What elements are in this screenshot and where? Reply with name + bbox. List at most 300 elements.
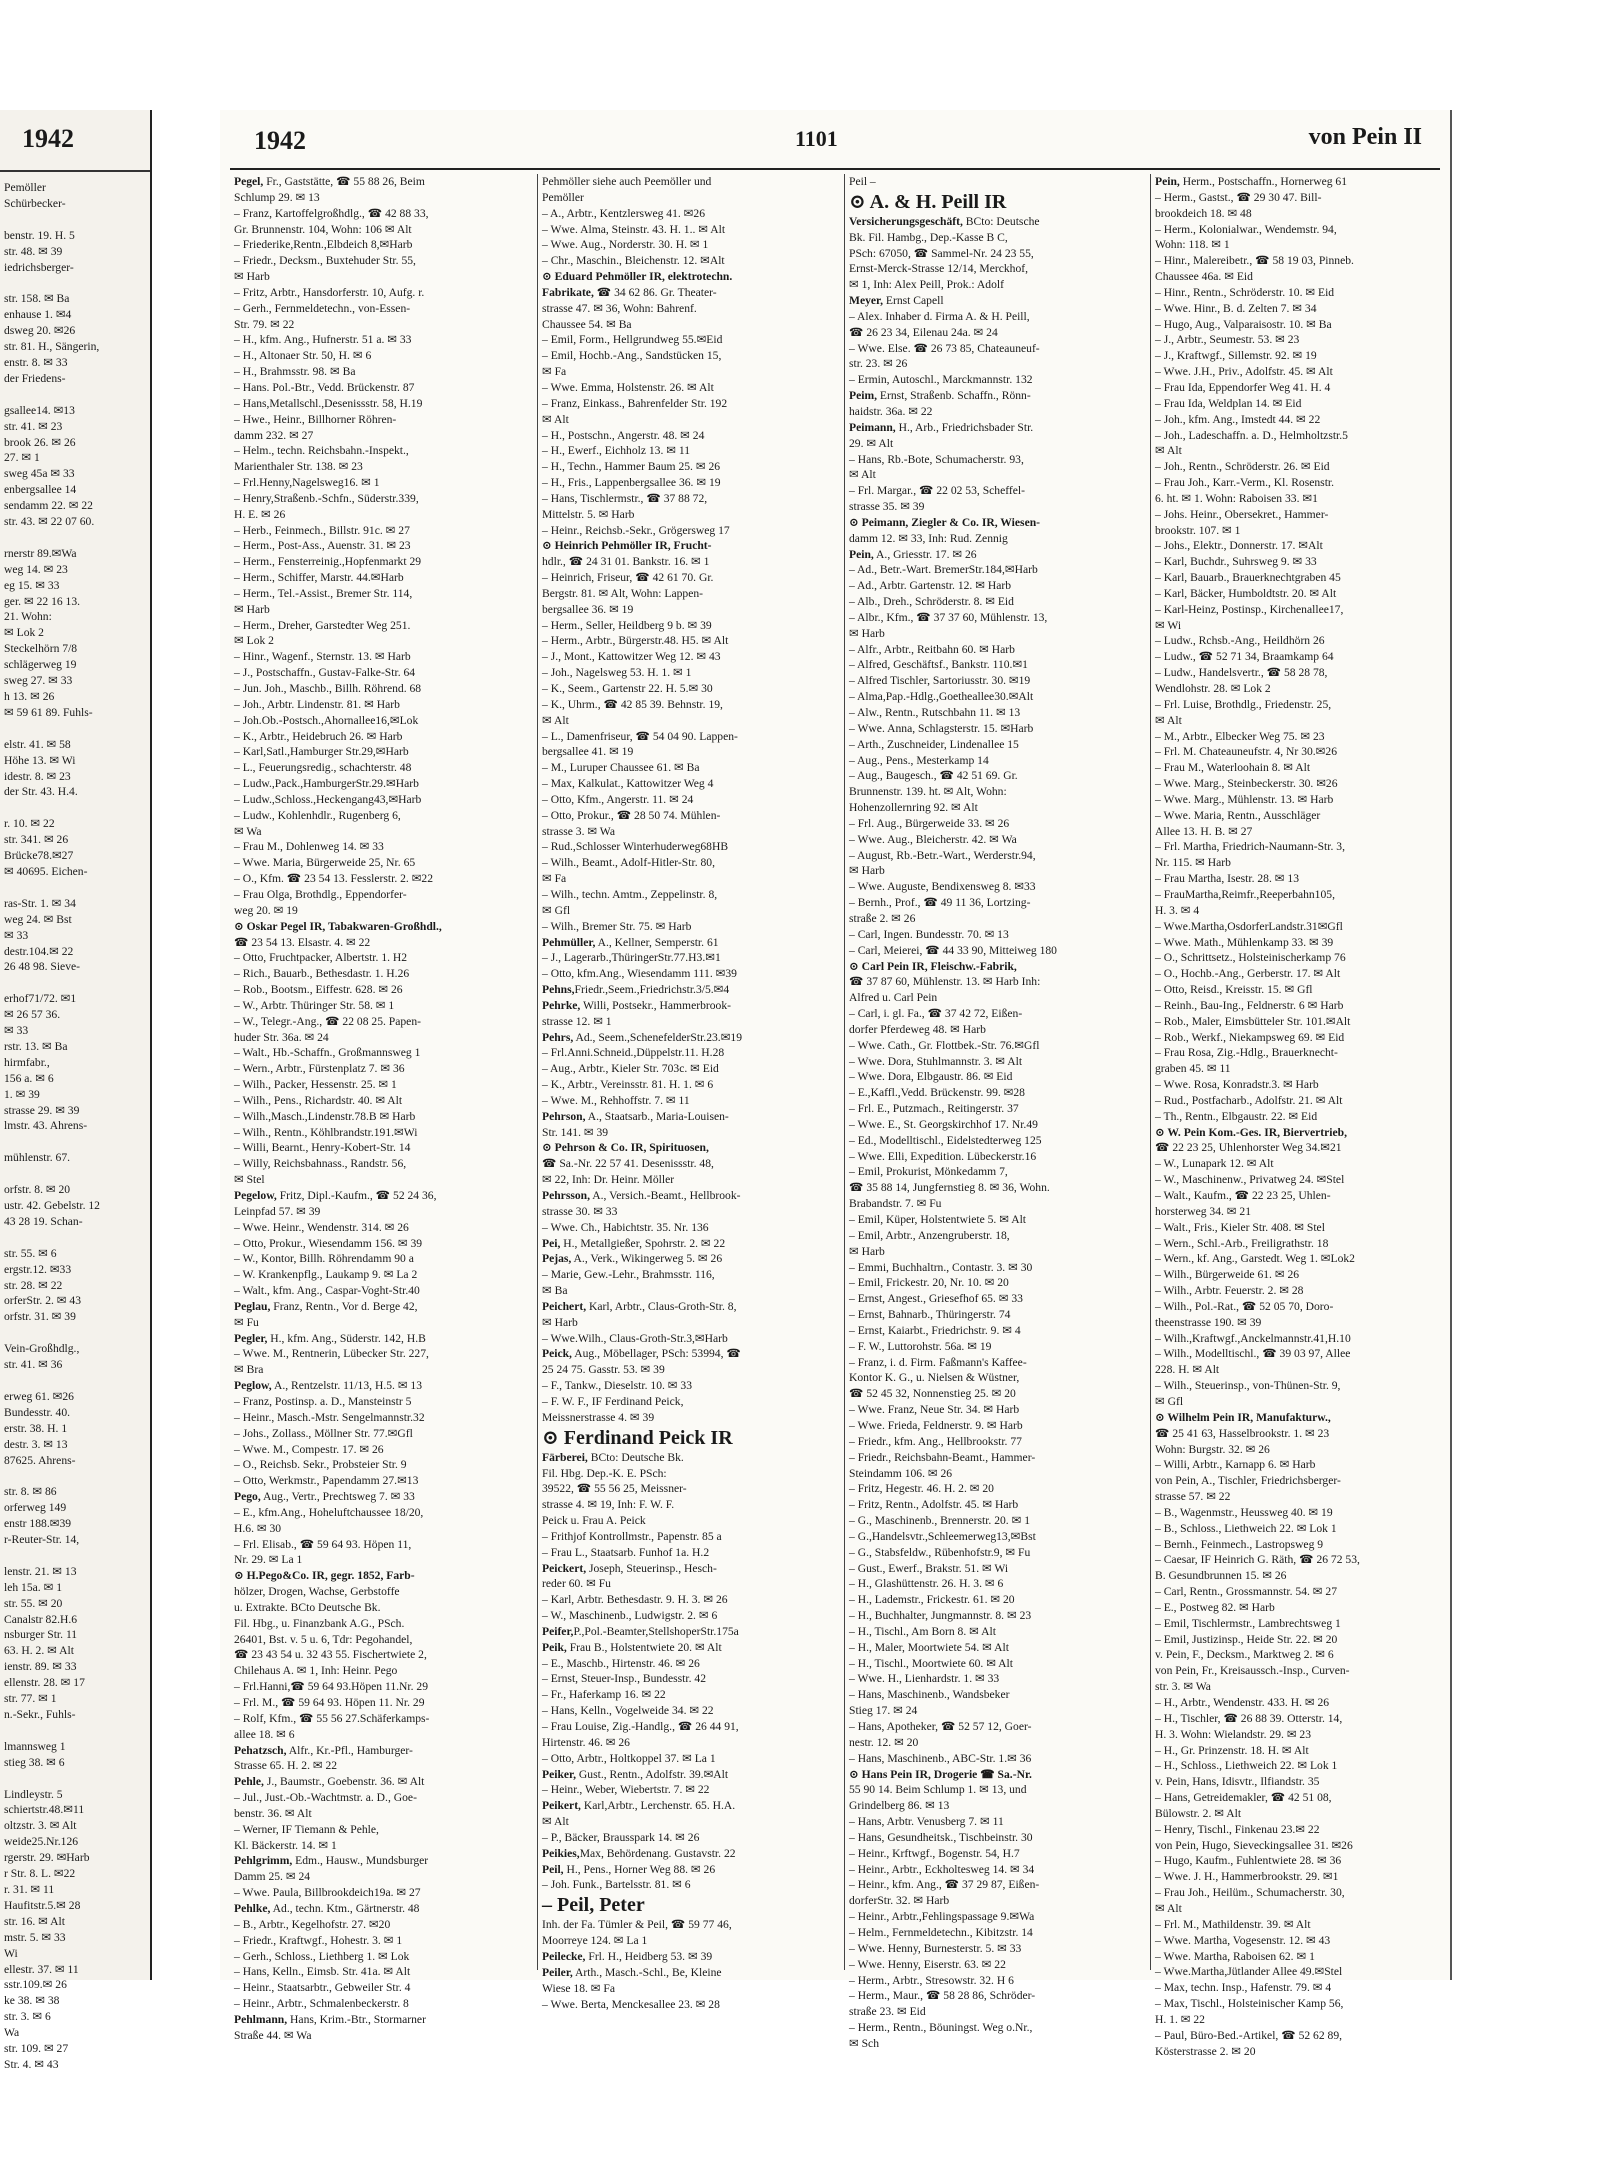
directory-entry-line: – Willi, Bearnt., Henry-Kobert-Str. 14 — [234, 1141, 411, 1155]
directory-entry-line: – Jul., Just.-Ob.-Wachtmstr. a. D., Goe- — [234, 1791, 417, 1805]
directory-entry-line: Chaussee 46a. ✉ Eid — [1155, 270, 1253, 284]
directory-entry-line: – Fritz, Rentn., Adolfstr. 45. ✉ Harb — [849, 1498, 1019, 1512]
directory-entry-line: Strasse 65. H. 2. ✉ 22 — [234, 1759, 338, 1773]
directory-entry-line: – O., Hochb.-Ang., Gerberstr. 17. ✉ Alt — [1155, 967, 1341, 981]
left-page-line: 87625. Ahrens- — [4, 1453, 76, 1467]
directory-entry-line: – Carl, Rentn., Grossmannstr. 54. ✉ 27 — [1155, 1585, 1338, 1599]
left-page-line: der Friedens- — [4, 371, 66, 385]
directory-entry-line: – Wwe.Wilh., Claus-Groth-Str.3,✉Harb — [542, 1331, 728, 1345]
directory-entry-line: – Fr., Haferkamp 16. ✉ 22 — [542, 1688, 666, 1702]
directory-entry-line: – W., Maschinenb., Ludwigstr. 2. ✉ 6 — [542, 1609, 718, 1623]
directory-entry-line: – Helm., techn. Reichsbahn.-Inspekt., — [234, 444, 409, 458]
left-page-line: Schürbecker- — [4, 196, 66, 210]
directory-entry-line: – Rud.,Schlosser Winterhuderweg68HB — [542, 840, 729, 854]
directory-entry-line: Nr. 115. ✉ Harb — [1155, 856, 1231, 870]
directory-entry-line: Pehrsson, A., Versich.-Beamt., Hellbrook- — [542, 1189, 741, 1202]
directory-entry-line: Pehle, J., Baumstr., Goebenstr. 36. ✉ Alt — [234, 1775, 425, 1789]
directory-entry-line: Färberei, BCto: Deutsche Bk. — [542, 1450, 684, 1464]
directory-entry-line: – Ernst, Angest., Griesefhof 65. ✉ 33 — [849, 1292, 1023, 1306]
directory-entry-line: ⊙ W. Pein Kom.-Ges. IR, Biervertrieb, — [1155, 1125, 1347, 1139]
directory-entry-line: – Joh., kfm. Ang., Imstedt 44. ✉ 22 — [1155, 412, 1321, 426]
directory-entry-line: – Wilh., Bürgerweide 61. ✉ 26 — [1155, 1268, 1300, 1282]
directory-entry-line: – Wwe. Heinr., Wendenstr. 314. ✉ 26 — [234, 1220, 409, 1234]
directory-entry-line: ✉ 1, Inh: Alex Peill, Prok.: Adolf — [849, 278, 1004, 292]
directory-entry-line: – Hans, Maschinenb., Wandsbeker — [849, 1688, 1010, 1702]
directory-entry-line: – Heinr., Arbtr., Eckholtesweg 14. ✉ 34 — [849, 1862, 1035, 1876]
directory-entry-line: ⊙ H.Pego&Co. IR, gegr. 1852, Farb- — [234, 1569, 415, 1583]
directory-entry-line: – Frau Olga, Brothdlg., Eppendorfer- — [234, 887, 407, 901]
left-page-line: str. 48. ✉ 39 — [4, 244, 63, 258]
directory-entry-line: – J., Mont., Kattowitzer Weg 12. ✉ 43 — [542, 650, 721, 664]
left-page-line: ergstr.12. ✉33 — [4, 1262, 72, 1276]
directory-entry-line: – Peil, Peter — [542, 1894, 645, 1917]
directory-entry-line: – Wilh., Pens., Richardstr. 40. ✉ Alt — [234, 1093, 403, 1107]
directory-entry-line: – Wwe. Math., Mühlenkamp 33. ✉ 39 — [1155, 935, 1334, 949]
left-page-line: Steckelhörn 7/8 — [4, 642, 78, 656]
directory-entry-line: – Wwe. H., Lienhardstr. 1. ✉ 33 — [849, 1672, 1000, 1686]
directory-entry-line: – Wilh., Pol.-Rat., ☎ 52 05 70, Doro- — [1155, 1299, 1334, 1313]
directory-entry-line: – Karl, Bauarb., Brauerknechtgraben 45 — [1155, 571, 1341, 585]
directory-entry-line: – Wwe. Berta, Menckesallee 23. ✉ 28 — [542, 1997, 720, 2011]
left-page-line: Bundesstr. 40. — [4, 1405, 71, 1419]
entry-surname: Peichert, — [542, 1299, 587, 1313]
directory-entry-line: Peik, Frau B., Holstentwiete 20. ✉ Alt — [542, 1640, 722, 1654]
directory-entry-line: – Frl.Anni.Schneid.,Düppelstr.11. H.28 — [542, 1046, 725, 1060]
left-page-line: ellenstr. 28. ✉ 17 — [4, 1676, 85, 1690]
directory-entry-line: – L., Feuerungsredig., schachterstr. 48 — [234, 761, 412, 775]
directory-entry-line: – W., Kontor, Billh. Röhrendamm 90 a — [234, 1252, 414, 1266]
directory-entry-line: – Emil, Frickestr. 20, Nr. 10. ✉ 20 — [849, 1276, 1009, 1290]
directory-entry-line: Moorreye 124. ✉ La 1 — [542, 1934, 648, 1948]
directory-entry-line: – Frau L., Staatsarb. Funhof 1a. H.2 — [542, 1545, 710, 1559]
directory-entry-line: – Wilh., Steuerinsp., von-Thünen-Str. 9, — [1155, 1379, 1341, 1393]
directory-entry-line: – Heinr., Krftwgf., Bogenstr. 54, H.7 — [849, 1846, 1020, 1860]
directory-entry-line: – Franz, Postinsp. a. D., Mansteinstr 5 — [234, 1394, 412, 1408]
entry-surname: Pehlke, — [234, 1901, 271, 1915]
left-page-line: ✉ 33 — [4, 1024, 29, 1038]
page-header — [230, 116, 1440, 156]
directory-entry-line: – K., Arbtr., Heidebruch 26. ✉ Harb — [234, 729, 403, 743]
left-page-line: enbergsallee 14 — [4, 483, 77, 497]
directory-entry-line: – P., Bäcker, Brausspark 14. ✉ 26 — [542, 1830, 700, 1844]
directory-entry-line: – Wwe. Dora, Elbgaustr. 86. ✉ Eid — [849, 1070, 1013, 1084]
directory-entry-line: Inh. der Fa. Tümler & Peil, ☎ 59 77 46, — [542, 1918, 732, 1932]
directory-entry-line: – Wwe. Emma, Holstenstr. 26. ✉ Alt — [542, 380, 714, 394]
directory-entry-line: – Walt., Kaufm., ☎ 22 23 25, Uhlen- — [1155, 1189, 1331, 1202]
directory-entry-line: bergsallee 41. ✉ 19 — [542, 745, 634, 759]
left-page-line: erweg 61. ✉26 — [4, 1389, 74, 1403]
left-page-line: str. 8. ✉ 86 — [4, 1485, 57, 1499]
directory-entry-line: – Wilh., Modelltischl., ☎ 39 03 97, Allee — [1155, 1347, 1351, 1361]
directory-entry-line: ☎ 35 88 14, Jungfernstieg 8. ✉ 36, Wohn. — [849, 1181, 1050, 1195]
directory-entry-line: Wohn: 118. ✉ 1 — [1155, 238, 1230, 252]
directory-entry-line: – Th., Rentn., Elbgaustr. 22. ✉ Eid — [1155, 1109, 1318, 1123]
directory-entry-line: – A., Arbtr., Kentzlersweg 41. ✉26 — [542, 206, 705, 220]
left-page-line: sweg 27. ✉ 33 — [4, 674, 73, 688]
directory-entry-line: Peick u. Frau A. Peick — [542, 1514, 646, 1528]
directory-entry-line: – Frau Louise, Zig.-Handlg., ☎ 26 44 91, — [542, 1720, 739, 1733]
directory-entry-line: – Carl, Meierei, ☎ 44 33 90, Mitteiweg 180 — [849, 943, 1057, 957]
directory-entry-line: – Ludw., Kohlenhdlr., Rugenberg 6, — [234, 808, 401, 822]
directory-entry-line: – Willi, Arbtr., Karnapp 6. ✉ Harb — [1155, 1458, 1316, 1472]
directory-entry-line: strasse 57. ✉ 22 — [1155, 1490, 1231, 1504]
directory-entry-line: – Ad., Arbtr. Gartenstr. 12. ✉ Harb — [849, 579, 1012, 593]
directory-entry-line: ⊙ Oskar Pegel IR, Tabakwaren-Großhdl., — [234, 919, 442, 933]
directory-entry-line: – E., Maschb., Hirtenstr. 46. ✉ 26 — [542, 1656, 700, 1670]
directory-entry-line: Hohenzollernring 92. ✉ Alt — [849, 801, 978, 815]
directory-entry-line: ☎ 23 54 13. Elsastr. 4. ✉ 22 — [234, 935, 371, 949]
left-page-line: orferStr. 2. ✉ 43 — [4, 1294, 82, 1308]
left-page-line: destr.104.✉ 22 — [4, 944, 74, 958]
directory-entry-line: B. Gesundbrunnen 15. ✉ 26 — [1155, 1569, 1287, 1583]
directory-entry-line: – B., Schloss., Liethweich 22. ✉ Lok 1 — [1155, 1521, 1337, 1535]
directory-entry-line: ✉ Alt — [1155, 444, 1182, 458]
directory-entry-line: – Frithjof Kontrollmstr., Papenstr. 85 a — [542, 1529, 722, 1543]
directory-entry-line: Fabrikate, ☎ 34 62 86. Gr. Theater- — [542, 285, 717, 299]
directory-entry-line: ✉ Fu — [234, 1315, 259, 1329]
directory-entry-line: – Hans, Tischlermstr., ☎ 37 88 72, — [542, 491, 708, 505]
left-page-line: benstr. 19. H. 5 — [4, 228, 75, 242]
directory-entry-line: ✉ Lok 2 — [234, 634, 274, 648]
left-page-line: str. 55. ✉ 20 — [4, 1596, 63, 1610]
directory-entry-line: – Friedr., kfm. Ang., Hellbrookstr. 77 — [849, 1434, 1022, 1448]
directory-entry-line: – Wwe. M., Rentnerin, Lübecker Str. 227, — [234, 1347, 429, 1361]
directory-entry-line: ✉ Alt — [542, 1815, 569, 1829]
directory-column-3 — [849, 174, 1146, 2052]
directory-entry-line: – Wwe. Aug., Bleicherstr. 42. ✉ Wa — [849, 832, 1017, 846]
page-number: 1101 — [795, 126, 838, 151]
entry-surname: Pehlgrimm, — [234, 1854, 293, 1868]
left-page-line: ✉ 26 57 36. — [4, 1008, 61, 1022]
directory-entry-line: – K., Uhrm., ☎ 42 85 39. Behnstr. 19, — [542, 697, 723, 711]
directory-entry-line: – Wwe. Aug., Norderstr. 30. H. ✉ 1 — [542, 238, 709, 252]
directory-entry-line: – Wwe. M., Rehhoffstr. 7. ✉ 11 — [542, 1093, 690, 1107]
left-page-line: enstr. 8. ✉ 33 — [4, 355, 68, 369]
directory-entry-line: – Wilh., Rentn., Köhlbrandstr.191.✉Wi — [234, 1125, 418, 1139]
directory-entry-line: ✉ Fa — [542, 365, 567, 379]
directory-entry-line: – Friedr., Decksm., Buxtehuder Str. 55, — [234, 254, 416, 268]
directory-entry-line: – Ernst, Kaiarbt., Friedrichstr. 9. ✉ 4 — [849, 1323, 1021, 1337]
directory-entry-line: – Frau Ida, Weldplan 14. ✉ Eid — [1155, 396, 1302, 410]
left-page-line: rgerstr. 29. ✉Harb — [4, 1851, 90, 1865]
directory-entry-line: ✉ Alt — [849, 468, 876, 482]
directory-entry-line: ☎ 22 23 25, Uhlenhorster Weg 34.✉21 — [1155, 1141, 1342, 1155]
entry-surname: Pejas, — [542, 1252, 572, 1266]
directory-entry-line: – Ad., Betr.-Wart. BremerStr.184,✉Harb — [849, 563, 1038, 577]
directory-entry-line: Leinpfad 57. ✉ 39 — [234, 1204, 321, 1218]
left-page-line: lmannsweg 1 — [4, 1739, 66, 1753]
entry-surname: Peiler, — [542, 1965, 573, 1979]
directory-entry-line: – Franz, i. d. Firm. Faßmann's Kaffee- — [849, 1355, 1027, 1369]
entry-surname: Pegelow, — [234, 1189, 277, 1202]
directory-entry-line: – Ludw., Rchsb.-Ang., Heildhörn 26 — [1155, 634, 1325, 648]
directory-entry-line: ☎ 37 87 60, Mühlenstr. 13. ✉ Harb Inh: — [849, 975, 1041, 989]
directory-entry-line: – W., Lunapark 12. ✉ Alt — [1155, 1157, 1274, 1171]
directory-entry-line: – Wwe. Henny, Eiserstr. 63. ✉ 22 — [849, 1957, 1006, 1971]
left-page-line: rstr. 13. ✉ Ba — [4, 1039, 68, 1053]
directory-entry-line: Steindamm 106. ✉ 26 — [849, 1466, 953, 1480]
directory-entry-line: – Hans. Pol.-Btr., Vedd. Brückenstr. 87 — [234, 380, 415, 394]
directory-entry-line: – Willy, Reichsbahnass., Randstr. 56, — [234, 1157, 407, 1171]
directory-entry-line: – J., Kraftwgf., Sillemstr. 92. ✉ 19 — [1155, 349, 1317, 363]
directory-entry-line: – Herm., Dreher, Garstedter Weg 251. — [234, 618, 411, 632]
directory-entry-line: – Heinr., Staatsarbtr., Gebweiler Str. 4 — [234, 1981, 411, 1995]
directory-entry-line: – Gerh., Fernmeldetechn., von-Essen- — [234, 301, 411, 315]
left-page-line: sendamm 22. ✉ 22 — [4, 499, 93, 513]
directory-entry-line: Wendlohstr. 28. ✉ Lok 2 — [1155, 682, 1271, 695]
directory-entry-line: – Rob., Maler, Eimsbütteler Str. 101.✉Alt — [1155, 1014, 1351, 1028]
directory-entry-line: Peiler, Arth., Masch.-Schl., Be, Kleine — [542, 1965, 722, 1979]
directory-entry-line: – Frl. Martha, Friedrich-Naumann-Str. 3, — [1155, 840, 1345, 854]
directory-entry-line: brookstr. 107. ✉ 1 — [1155, 523, 1241, 537]
directory-entry-line: ✉ Harb — [849, 1244, 885, 1258]
directory-entry-line: 6. ht. ✉ 1. Wohn: Raboisen 33. ✉1 — [1155, 491, 1318, 505]
left-page-line: Wi — [4, 1946, 18, 1960]
directory-entry-line: Versicherungsgeschäft, BCto: Deutsche — [849, 214, 1040, 228]
left-page-line: mühlenstr. 67. — [4, 1151, 71, 1165]
directory-entry-line: – Alw., Rentn., Rutschbahn 11. ✉ 13 — [849, 706, 1021, 719]
directory-entry-line: – Heinrich, Friseur, ☎ 42 61 70. Gr. — [542, 571, 714, 585]
directory-entry-line: – Herm., Rentn., Böuningst. Weg o.Nr., — [849, 2021, 1033, 2035]
directory-entry-line: – Wwe. Martha, Vogesenstr. 12. ✉ 43 — [1155, 1933, 1331, 1947]
directory-entry-line: – Wwe. Elli, Expedition. Lübeckerstr.16 — [849, 1149, 1037, 1163]
left-page-line: hirmfabr., — [4, 1055, 50, 1069]
entry-surname: Pehatzsch, — [234, 1743, 287, 1757]
directory-entry-line: – Ludw., Handelsvertr., ☎ 58 28 78, — [1155, 666, 1328, 680]
left-page-line: idestr. 8. ✉ 23 — [4, 769, 71, 783]
directory-entry-line: – Carl, Ingen. Bundesstr. 70. ✉ 13 — [849, 927, 1009, 941]
entry-surname: Pehlmann, — [234, 2012, 288, 2026]
left-page-line: ✉ 33 — [4, 928, 29, 942]
column-divider — [844, 174, 845, 1970]
directory-entry-line: – L., Damenfriseur, ☎ 54 04 90. Lappen- — [542, 729, 738, 743]
left-page-line: r. 31. ✉ 11 — [4, 1882, 55, 1896]
directory-entry-line: ✉ Harb — [542, 1315, 578, 1329]
left-page-line — [4, 212, 146, 228]
directory-entry-line: – Wwe. Frieda, Feldnerstr. 9. ✉ Harb — [849, 1418, 1023, 1432]
directory-entry-line: H. 3. Wohn: Wielandstr. 29. ✉ 23 — [1155, 1727, 1312, 1741]
directory-entry-line: – Helm., Fernmeldetechn., Kibitzstr. 14 — [849, 1925, 1033, 1939]
directory-entry-line: – Hans,Metallschl.,Desenissstr. 58, H.19 — [234, 396, 423, 410]
entry-surname: Peiker, — [542, 1767, 577, 1781]
directory-entry-line: – Wilh., Bremer Str. 75. ✉ Harb — [542, 919, 692, 933]
left-page-line: schlägerweg 19 — [4, 658, 77, 672]
left-page-line: str. 16. ✉ Alt — [4, 1914, 65, 1928]
directory-entry-line: – Wilh., Arbtr. Feuerstr. 2. ✉ 28 — [1155, 1284, 1304, 1298]
directory-entry-line: – Wern., kf. Ang., Garstedt. Weg 1. ✉Lok2 — [1155, 1252, 1355, 1266]
directory-entry-line: – August, Rb.-Betr.-Wart., Werderstr.94, — [849, 848, 1036, 862]
directory-entry-line: H. 1. ✉ 22 — [1155, 2012, 1205, 2026]
directory-entry-line: Ernst-Merck-Strasse 12/14, Merckhof, — [849, 262, 1029, 276]
left-page-line: schiertstr.48.✉11 — [4, 1803, 85, 1817]
directory-entry-line: – H., Tischl., Am Born 8. ✉ Alt — [849, 1624, 996, 1638]
directory-entry-line: Straße 44. ✉ Wa — [234, 2028, 312, 2042]
directory-entry-line: benstr. 36. ✉ Alt — [234, 1806, 312, 1820]
entry-surname: Peifer, — [542, 1624, 574, 1638]
left-page-line — [4, 1468, 146, 1484]
directory-entry-line: – Walt., Hb.-Schaffn., Großmannsweg 1 — [234, 1046, 421, 1060]
left-page-line: Haufitstr.5.✉ 28 — [4, 1898, 81, 1912]
directory-entry-line: – Fritz, Hegestr. 46. H. 2. ✉ 20 — [849, 1482, 994, 1496]
directory-entry-line: – Rob., Bootsm., Eiffestr. 628. ✉ 26 — [234, 983, 403, 997]
directory-entry-line: – Henry, Tischl., Finkenau 23.✉ 22 — [1155, 1822, 1320, 1836]
directory-entry-line: – Herm., Seller, Heildberg 9 b. ✉ 39 — [542, 618, 712, 632]
directory-entry-line: ✉ Stel — [234, 1173, 265, 1187]
directory-entry-line: – F., Tankw., Dieselstr. 10. ✉ 33 — [542, 1379, 692, 1393]
left-page-line: dsweg 20. ✉26 — [4, 324, 76, 338]
left-page-line: oltzstr. 3. ✉ Alt — [4, 1819, 77, 1833]
directory-entry-line: bergsallee 36. ✉ 19 — [542, 602, 634, 616]
directory-entry-line: – Emil, Justizinsp., Heide Str. 22. ✉ 20 — [1155, 1632, 1338, 1646]
directory-entry-line: – Herm., Tel.-Assist., Bremer Str. 114, — [234, 586, 413, 600]
directory-entry-line: Kösterstrasse 2. ✉ 20 — [1155, 2044, 1256, 2058]
directory-entry-line: Peimann, H., Arb., Friedrichsbader Str. — [849, 420, 1034, 434]
directory-entry-line: ⊙ Carl Pein IR, Fleischw.-Fabrik, — [849, 959, 1017, 973]
left-page-line: 21. Wohn: — [4, 610, 52, 624]
directory-entry-line: – Friederike,Rentn.,Elbdeich 8,✉Harb — [234, 238, 413, 252]
directory-entry-line: ✉ Harb — [234, 602, 270, 616]
entry-surname: Pehmüller, — [542, 935, 596, 949]
directory-entry-line: – Wwe. Maria, Rentn., Ausschläger — [1155, 808, 1321, 822]
directory-entry-line: dorferStr. 32. ✉ Harb — [849, 1894, 950, 1908]
directory-entry-line: – Bernh., Feinmech., Lastropsweg 9 — [1155, 1537, 1324, 1551]
left-page-line — [4, 1548, 146, 1564]
directory-entry-line: ✉ Alt — [1155, 713, 1182, 727]
entry-range: von Pein II — [1308, 124, 1422, 150]
entry-surname: Peglow, — [234, 1379, 272, 1393]
directory-entry-line: – Frl. Aug., Bürgerweide 33. ✉ 26 — [849, 816, 1010, 830]
directory-entry-line: – Gust., Ewerf., Brakstr. 51. ✉ Wi — [849, 1561, 1009, 1575]
left-page-line — [4, 800, 146, 816]
directory-entry-line: – H., Altonaer Str. 50, H. ✉ 6 — [234, 349, 372, 363]
left-page-line: rnerstr 89.✉Wa — [4, 546, 77, 560]
entry-surname: Peimann, — [849, 420, 896, 434]
entry-surname: Peickert, — [542, 1561, 587, 1575]
directory-entry-line: Stieg 17. ✉ 24 — [849, 1704, 918, 1718]
left-page-line: ellestr. 37. ✉ 11 — [4, 1962, 79, 1976]
directory-entry-line: Pegler, H., kfm. Ang., Süderstr. 142, H.B — [234, 1331, 426, 1345]
left-page-line: brook 26. ✉ 26 — [4, 435, 76, 449]
left-page-line — [4, 1373, 146, 1389]
directory-entry-line: Bülowstr. 2. ✉ Alt — [1155, 1806, 1242, 1820]
directory-entry-line: Schlump 29. ✉ 13 — [234, 190, 320, 204]
directory-column-4 — [1155, 174, 1452, 2059]
left-page-line: ✉ 40695. Eichen- — [4, 864, 88, 878]
column-divider — [1150, 174, 1151, 1970]
left-page-line — [4, 1134, 146, 1150]
left-page-line — [4, 975, 146, 991]
directory-entry-line: – Emmi, Buchhaltrn., Contastr. 3. ✉ 30 — [849, 1260, 1033, 1274]
directory-entry-line: – W., Telegr.-Ang., ☎ 22 08 25. Papen- — [234, 1014, 421, 1028]
directory-entry-line: – Hans, Rb.-Bote, Schumacherstr. 93, — [849, 452, 1024, 466]
directory-entry-line: – Wwe. J.H., Priv., Adolfstr. 45. ✉ Alt — [1155, 365, 1333, 379]
directory-entry-line: – Wilh., techn. Amtm., Zeppelinstr. 8, — [542, 887, 718, 901]
directory-entry-line: – H., Brahmsstr. 98. ✉ Ba — [234, 365, 356, 379]
directory-entry-line: – Wwe.Martha,Jütlander Allee 49.✉Stel — [1155, 1965, 1343, 1979]
directory-entry-line: – Max, Kalkulat., Kattowitzer Weg 4 — [542, 777, 714, 791]
directory-entry-line: – Ermin, Autoschl., Marckmannstr. 132 — [849, 373, 1033, 387]
directory-entry-line: Nr. 29. ✉ La 1 — [234, 1553, 303, 1567]
directory-entry-line: – Wwe.Martha,OsdorferLandstr.31✉Gfl — [1155, 919, 1343, 933]
directory-entry-line: haidstr. 36a. ✉ 22 — [849, 404, 933, 418]
directory-entry-line: Peick, Aug., Möbellager, PSch: 53994, ☎ — [542, 1347, 741, 1361]
directory-entry-line: straße 23. ✉ Eid — [849, 2005, 926, 2019]
directory-entry-line: – Emil, Hochb.-Ang., Sandstücken 15, — [542, 349, 722, 363]
directory-entry-line: Pein, A., Griesstr. 17. ✉ 26 — [849, 547, 977, 561]
entry-surname: Pehrke, — [542, 998, 581, 1012]
directory-entry-line: – Rud., Postfacharb., Adolfstr. 21. ✉ Alt — [1155, 1093, 1343, 1107]
directory-entry-line: Chaussee 54. ✉ Ba — [542, 317, 632, 331]
directory-entry-line: – Herm., Post-Ass., Auenstr. 31. ✉ 23 — [234, 539, 411, 553]
directory-entry-line: – Friedr., Reichsbahn-Beamt., Hammer- — [849, 1450, 1036, 1464]
directory-entry-line: Pehrke, Willi, Postsekr., Hammerbrook- — [542, 998, 731, 1012]
entry-surname: Pehrson, — [542, 1109, 586, 1123]
directory-entry-line: – G., Stabsfeldw., Rübenhofstr.9, ✉ Fu — [849, 1545, 1031, 1559]
directory-entry-line: 55 90 14. Beim Schlump 1. ✉ 13, und — [849, 1783, 1027, 1797]
directory-entry-line: – Hans, Kelln., Eimsb. Str. 41a. ✉ Alt — [234, 1965, 411, 1979]
directory-entry-line: Peilecke, Frl. H., Heidberg 53. ✉ 39 — [542, 1949, 713, 1963]
directory-entry-line: Gr. Brunnenstr. 104, Wohn: 106 ✉ Alt — [234, 222, 412, 236]
left-page-line: erhof71/72. ✉1 — [4, 992, 77, 1006]
directory-entry-line: Brunnenstr. 139. ht. ✉ Alt, Wohn: — [849, 785, 1007, 799]
directory-entry-line: – Franz, Kartoffelgroßhdlg., ☎ 42 88 33, — [234, 206, 429, 220]
directory-entry-line: – Frl. E., Putzmach., Reitingerstr. 37 — [849, 1102, 1019, 1116]
directory-entry-line: Wiese 18. ✉ Fa — [542, 1981, 615, 1995]
left-page-line: ger. ✉ 22 16 13. — [4, 594, 81, 608]
directory-entry-line: ☎ 26 23 34, Eilenau 24a. ✉ 24 — [849, 325, 998, 339]
directory-entry-line: – M., Luruper Chaussee 61. ✉ Ba — [542, 761, 700, 775]
left-page-line: str. 41. ✉ 23 — [4, 419, 63, 433]
directory-entry-line: Kl. Bäckerstr. 14. ✉ 1 — [234, 1838, 337, 1852]
directory-entry-line: Bergstr. 81. ✉ Alt, Wohn: Lappen- — [542, 586, 703, 600]
directory-entry-line: – Wwe. Maria, Bürgerweide 25, Nr. 65 — [234, 856, 416, 870]
directory-entry-line: Pehrson, A., Staatsarb., Maria-Louisen- — [542, 1109, 729, 1123]
directory-entry-line: – Herm., Arbtr., Bürgerstr.48. H5. ✉ Alt — [542, 634, 729, 648]
directory-entry-line: – Joh., Nagelsweg 53. H. 1. ✉ 1 — [542, 666, 692, 680]
directory-entry-line: – Friedr., Kraftwgf., Hohestr. 3. ✉ 1 — [234, 1933, 403, 1947]
directory-entry-line: – Karl, Arbtr. Bethesdastr. 9. H. 3. ✉ 26 — [542, 1593, 728, 1607]
directory-entry-line: Peiker, Gust., Rentn., Adolfstr. 39.✉Alt — [542, 1767, 729, 1781]
directory-entry-line: Pego, Aug., Vertr., Prechtsweg 7. ✉ 33 — [234, 1490, 415, 1504]
directory-entry-line: ⊙ Heinrich Pehmöller IR, Frucht- — [542, 539, 712, 553]
directory-entry-line: ✉ Harb — [849, 864, 885, 878]
directory-entry-line: 228. H. ✉ Alt — [1155, 1363, 1220, 1377]
directory-entry-line: weg 20. ✉ 19 — [234, 903, 298, 917]
left-page-line: Brücke78.✉27 — [4, 849, 74, 863]
directory-entry-line: – M., Arbtr., Elbecker Weg 75. ✉ 23 — [1155, 729, 1325, 743]
directory-entry-line: ✉ Wi — [1155, 618, 1182, 632]
directory-entry-line: – Otto, Reisd., Kreisstr. 15. ✉ Gfl — [1155, 983, 1313, 997]
directory-entry-line: – Wwe. Dora, Stuhlmannstr. 3. ✉ Alt — [849, 1054, 1023, 1068]
entry-surname: Pein, — [849, 547, 874, 561]
directory-entry-line: Brabandstr. 7. ✉ Fu — [849, 1197, 942, 1211]
directory-entry-line: Peikies,Max, Behördenang. Gustavstr. 22 — [542, 1846, 736, 1860]
left-page-line — [4, 530, 146, 546]
directory-entry-line: Pehns,Friedr.,Seem.,Friedrichstr.3/5.✉4 — [542, 983, 730, 997]
entry-surname: Versicherungsgeschäft, — [849, 214, 963, 228]
entry-surname: Peick, — [542, 1347, 572, 1361]
entry-surname: Peikies, — [542, 1846, 580, 1860]
directory-entry-line: – H., Glashüttenstr. 26. H. 3. ✉ 6 — [849, 1577, 1004, 1591]
directory-entry-line: Pehlke, Ad., techn. Ktm., Gärtnerstr. 48 — [234, 1901, 420, 1915]
directory-entry-line: Pein, Herm., Postschaffn., Hornerweg 61 — [1155, 175, 1348, 188]
entry-surname: Pegler, — [234, 1331, 268, 1345]
directory-entry-line: – Karl, Buchdr., Suhrsweg 9. ✉ 33 — [1155, 555, 1317, 569]
directory-entry-line: – Wern., Arbtr., Fürstenplatz 7. ✉ 36 — [234, 1062, 405, 1076]
directory-entry-line: ✉ Bra — [234, 1363, 264, 1377]
directory-entry-line: 39522, ☎ 55 56 25, Meissner- — [542, 1482, 687, 1496]
entry-surname: Pein, — [1155, 175, 1180, 188]
